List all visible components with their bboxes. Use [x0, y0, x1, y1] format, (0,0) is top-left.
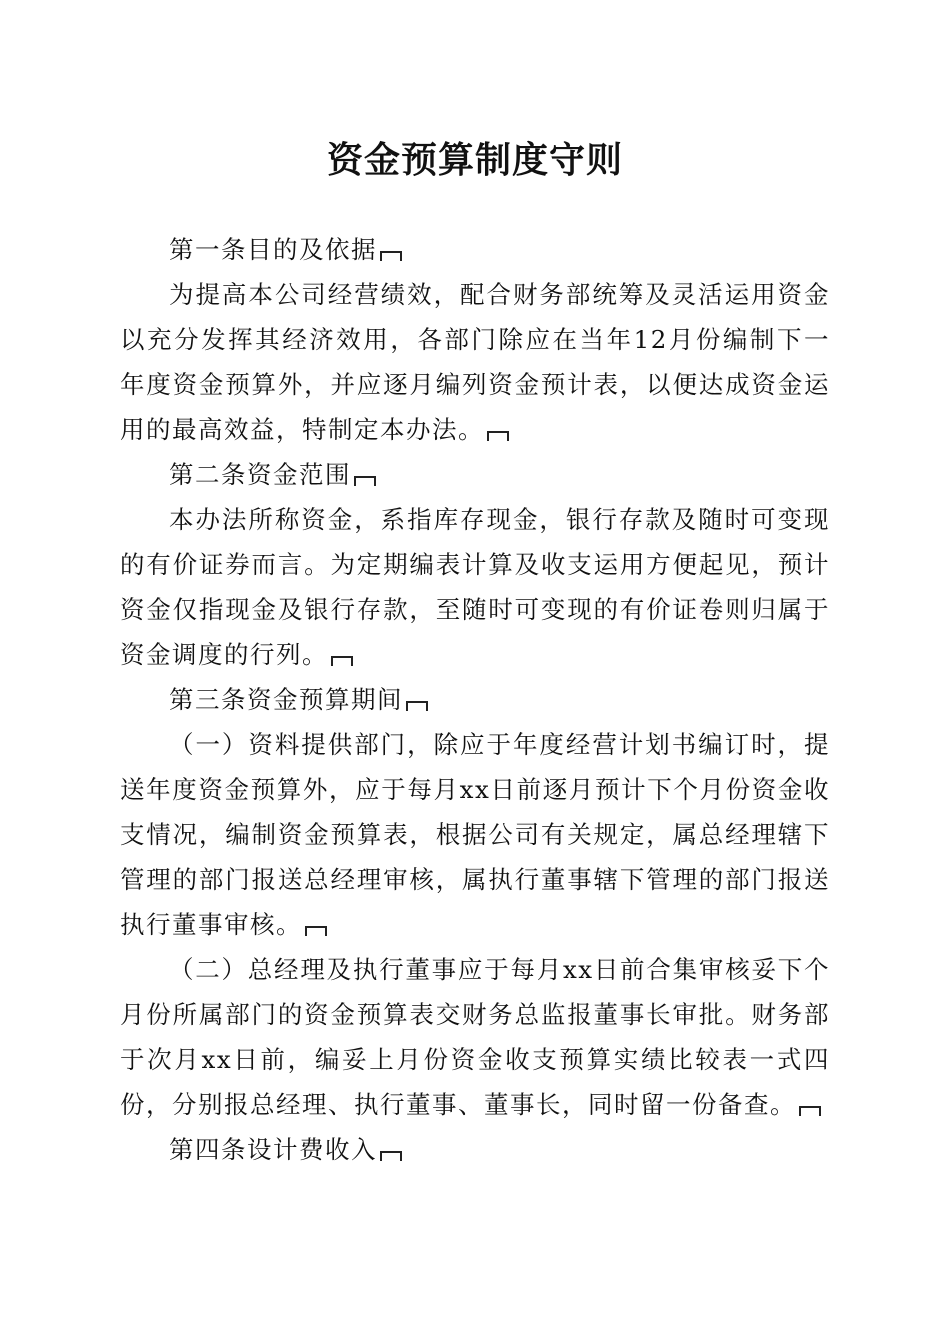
- paragraph-mark-icon: [487, 431, 509, 441]
- paragraph-mark-icon: [406, 701, 428, 711]
- article-2-heading-text: 第二条资金范围: [169, 460, 351, 489]
- article-3-heading: [120, 677, 830, 722]
- article-3-item-2-text: （二）总经理及执行董事应于每月xx日前合集审核妥下个月份所属部门的资金预算表交财务总监报董事长审批。财务部于次月xx日前，编妥上月份资金收支预算实绩比较表一式四份，分别报总经理、执行董事、董事长，同时留一份备查。: [120, 955, 830, 1119]
- paragraph-mark-icon: [380, 1151, 402, 1161]
- article-4-heading-text: 第四条设计费收入: [169, 1135, 377, 1164]
- article-2-heading: [120, 452, 830, 497]
- paragraph-mark-icon: [305, 926, 327, 936]
- article-1-paragraph-text: 为提高本公司经营绩效，配合财务部统筹及灵活运用资金以充分发挥其经济效用，各部门除应在当年12月份编制下一年度资金预算外，并应逐月编列资金预计表，以便达成资金运用的最高效益，特制定本办法。: [120, 280, 830, 444]
- article-3-item-1-text: （一）资料提供部门，除应于年度经营计划书编订时，提送年度资金预算外，应于每月xx日前逐月预计下个月份资金收支情况，编制资金预算表，根据公司有关规定，属总经理辖下管理的部门报送总经理审核，属执行董事辖下管理的部门报送执行董事审核。: [120, 730, 830, 939]
- paragraph-mark-icon: [354, 476, 376, 486]
- document-title: 资金预算制度守则: [326, 139, 623, 181]
- article-4-heading: [120, 1127, 830, 1172]
- article-1-heading-text: 第一条目的及依据: [169, 235, 377, 264]
- article-2-paragraph: [120, 497, 830, 677]
- paragraph-mark-icon: [380, 251, 402, 261]
- article-3-item-2: [120, 947, 830, 1127]
- article-2-paragraph-text: 本办法所称资金，系指库存现金，银行存款及随时可变现的有价证券而言。为定期编表计算及收支运用方便起见，预计资金仅指现金及银行存款，至随时可变现的有价证卷则归属于资金调度的行列。: [120, 505, 830, 669]
- article-1-paragraph: [120, 272, 830, 452]
- paragraph-mark-icon: [799, 1106, 821, 1116]
- document-body: [120, 227, 830, 1172]
- article-3-heading-text: 第三条资金预算期间: [169, 685, 403, 714]
- paragraph-mark-icon: [331, 656, 353, 666]
- article-1-heading: [120, 227, 830, 272]
- article-3-item-1: [120, 722, 830, 947]
